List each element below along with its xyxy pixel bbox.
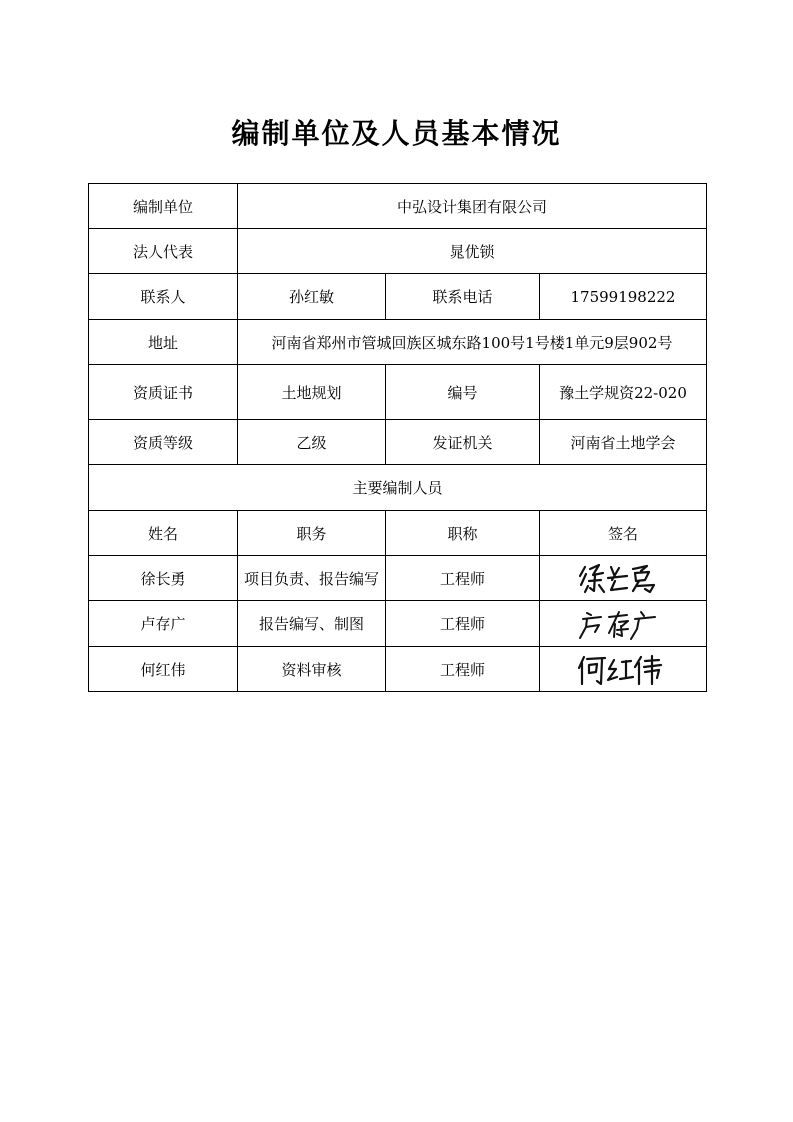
- value-certificate: 土地规划: [238, 365, 386, 420]
- label-main-staff: 主要编制人员: [89, 465, 707, 511]
- label-issuer: 发证机关: [386, 420, 540, 465]
- staff-row: [89, 601, 707, 647]
- staff-duty: 报告编写、制图: [238, 601, 386, 647]
- staff-signature: [540, 556, 707, 601]
- row-staff-header: [89, 511, 707, 556]
- header-duty: 职务: [238, 511, 386, 556]
- value-phone: 17599198222: [540, 274, 707, 320]
- page-title: 编制单位及人员基本情况: [231, 117, 562, 150]
- value-grade: 乙级: [238, 420, 386, 465]
- signature-image: [575, 559, 671, 597]
- header-title: 职称: [386, 511, 540, 556]
- staff-signature: [540, 601, 707, 647]
- staff-title: 工程师: [386, 556, 540, 601]
- signature-image: [575, 605, 671, 643]
- label-certificate: 资质证书: [89, 365, 238, 420]
- label-legal-rep: 法人代表: [89, 229, 238, 274]
- value-contact: 孙红敏: [238, 274, 386, 320]
- staff-name: 徐长勇: [89, 556, 238, 601]
- row-certificate: [89, 365, 707, 420]
- label-contact: 联系人: [89, 274, 238, 320]
- staff-title: 工程师: [386, 647, 540, 692]
- header-name: 姓名: [89, 511, 238, 556]
- staff-duty: 资料审核: [238, 647, 386, 692]
- staff-row: [89, 647, 707, 692]
- row-main-staff: [89, 465, 707, 511]
- row-contact: [89, 274, 707, 320]
- row-grade: [89, 420, 707, 465]
- row-address: [89, 320, 707, 365]
- staff-row: [89, 556, 707, 601]
- staff-signature: [540, 647, 707, 692]
- row-unit: [89, 184, 707, 229]
- header-signature: 签名: [540, 511, 707, 556]
- info-table: [88, 183, 707, 692]
- label-unit: 编制单位: [89, 184, 238, 229]
- label-grade: 资质等级: [89, 420, 238, 465]
- staff-title: 工程师: [386, 601, 540, 647]
- signature-image: [575, 650, 671, 688]
- value-unit: 中弘设计集团有限公司: [238, 184, 707, 229]
- value-address: 河南省郑州市管城回族区城东路100号1号楼1单元9层902号: [238, 320, 707, 365]
- value-issuer: 河南省土地学会: [540, 420, 707, 465]
- staff-name: 卢存广: [89, 601, 238, 647]
- staff-name: 何红伟: [89, 647, 238, 692]
- label-phone: 联系电话: [386, 274, 540, 320]
- label-number: 编号: [386, 365, 540, 420]
- row-legal-rep: [89, 229, 707, 274]
- value-number: 豫土学规资22-020: [540, 365, 707, 420]
- label-address: 地址: [89, 320, 238, 365]
- staff-duty: 项目负责、报告编写: [238, 556, 386, 601]
- value-legal-rep: 晁优锁: [238, 229, 707, 274]
